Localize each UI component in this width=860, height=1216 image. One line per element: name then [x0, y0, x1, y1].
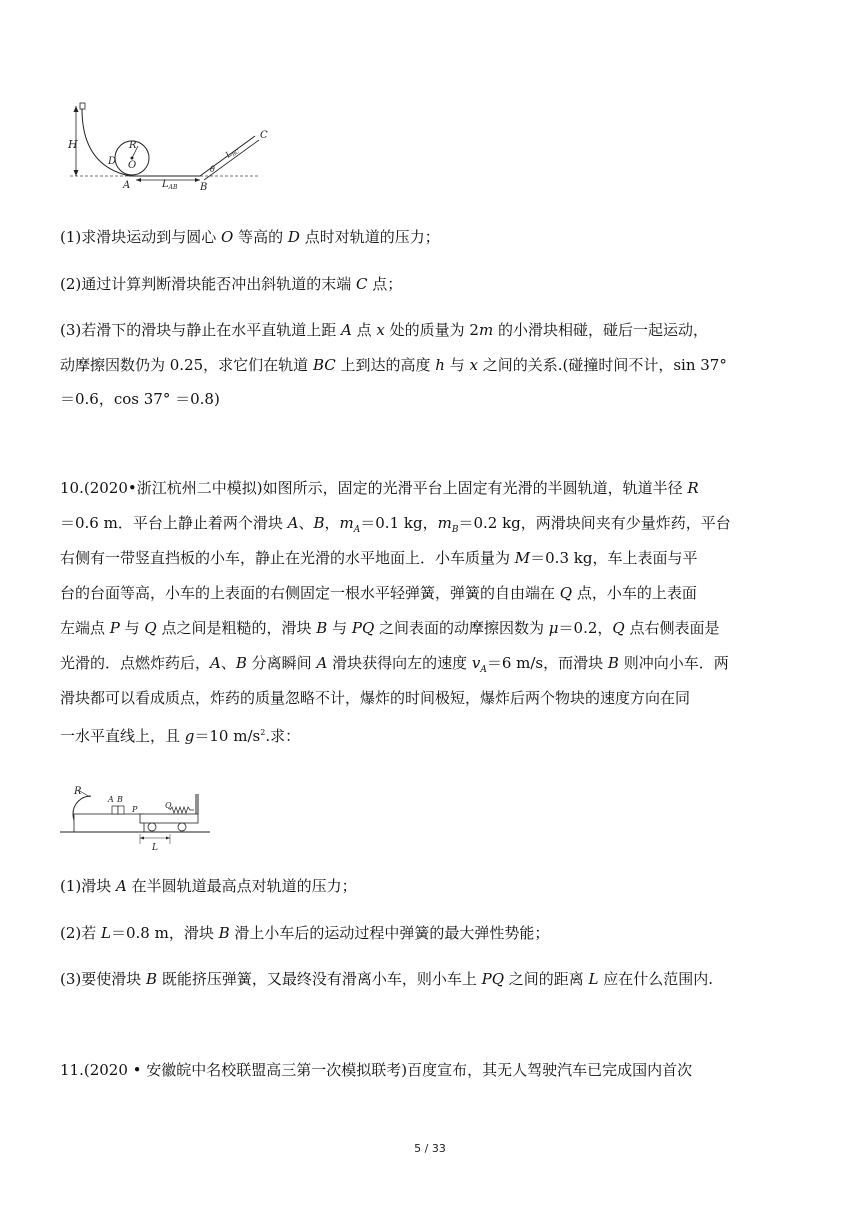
p10-line4: 台的台面等高，小车的上表面的右侧固定一根水平轻弹簧，弹簧的自由端在 Q 点，小车的上表面 — [60, 584, 697, 602]
p9-q3-line1: (3)若滑下的滑块与静止在水平直轨道上距 A 点 x 处的质量为 2m 的小滑块相碰，碰后一起运动， — [60, 321, 708, 339]
p9-q3-line2: 动摩擦因数仍为 0.25，求它们在轨道 BC 上到达的高度 h 与 x 之间的关系.(碰撞时间不计，sin 37° — [60, 356, 727, 374]
p10-q3: (3)要使滑块 B 既能挤压弹簧，又最终没有滑离小车，则小车上 PQ 之间的距离 L 应在什么范围内. — [60, 970, 714, 988]
p9-q2: (2)通过计算判断滑块能否冲出斜轨道的末端 C 点； — [60, 275, 403, 293]
fig1-label-d: D — [108, 156, 117, 167]
p9-q1: (1)求滑块运动到与圆心 O 等高的 D 点时对轨道的压力； — [60, 228, 440, 246]
fig1-label-o: O — [128, 160, 137, 171]
p9-q3-line3: ＝0.6，cos 37° ＝0.8) — [60, 390, 220, 408]
fig1-label-theta: θ — [210, 165, 215, 174]
figure-platform-cart — [60, 762, 210, 854]
fig2-label-q: Q — [165, 801, 172, 810]
p10-line8: 一水平直线上，且 g＝10 $m/s^2$.求： — [60, 727, 301, 745]
p10-line3: 右侧有一带竖直挡板的小车，静止在光滑的水平地面上．小车质量为 M＝0.3 kg，车上表面与平 — [60, 549, 698, 567]
p10-q2: (2)若 L＝0.8 m，滑块 B 滑上小车后的运动过程中弹簧的最大弹性势能； — [60, 924, 550, 942]
fig1-label-h: H — [68, 138, 78, 151]
p10-line1: 10.(2020•浙江杭州二中模拟)如图所示，固定的光滑平台上固定有光滑的半圆轨道，轨道半径 R — [60, 479, 699, 497]
fig1-label-r: R — [129, 140, 137, 151]
fig2-label-r: R — [74, 786, 82, 797]
p10-line6: 光滑的．点燃炸药后，A、B 分离瞬间 A 滑块获得向左的速度 $v_A=6$ m/s，而滑块 B 则冲向小车．两 — [60, 654, 729, 675]
fig1-label-lab: $L_{AB}$ — [162, 179, 178, 191]
p10-q1: (1)滑块 A 在半圆轨道最高点对轨道的压力； — [60, 877, 357, 895]
fig2-label-a: A — [108, 795, 114, 804]
figure-track-loop-incline — [60, 100, 268, 193]
fig2-label-p: P — [132, 805, 138, 814]
fig1-label-c: C — [260, 130, 268, 141]
fig1-label-a: A — [123, 180, 131, 191]
p11-line1: 11.(2020 • 安徽皖中名校联盟高三第一次模拟联考)百度宣布，其无人驾驶汽车已完成国内首次 — [60, 1061, 693, 1079]
fig2-label-l: L — [152, 843, 158, 853]
fig2-label-b: B — [117, 795, 123, 804]
page-number: 5 / 33 — [414, 1142, 446, 1155]
p10-line5: 左端点 P 与 Q 点之间是粗糙的，滑块 B 与 PQ 之间表面的动摩擦因数为 μ＝0.2，Q 点右侧表面是 — [60, 619, 720, 637]
fig1-label-lbc: $L_{BC}$ — [223, 148, 241, 160]
fig1-label-b: B — [200, 182, 208, 193]
p10-line2: ＝0.6 m．平台上静止着两个滑块 A、B，$m_A=0.1$ kg，$m_B=0.2$ kg，两滑块间夹有少量炸药，平台 — [60, 514, 731, 535]
p10-line7: 滑块都可以看成质点，炸药的质量忽略不计，爆炸的时间极短，爆炸后两个物块的速度方向在同 — [60, 689, 691, 707]
